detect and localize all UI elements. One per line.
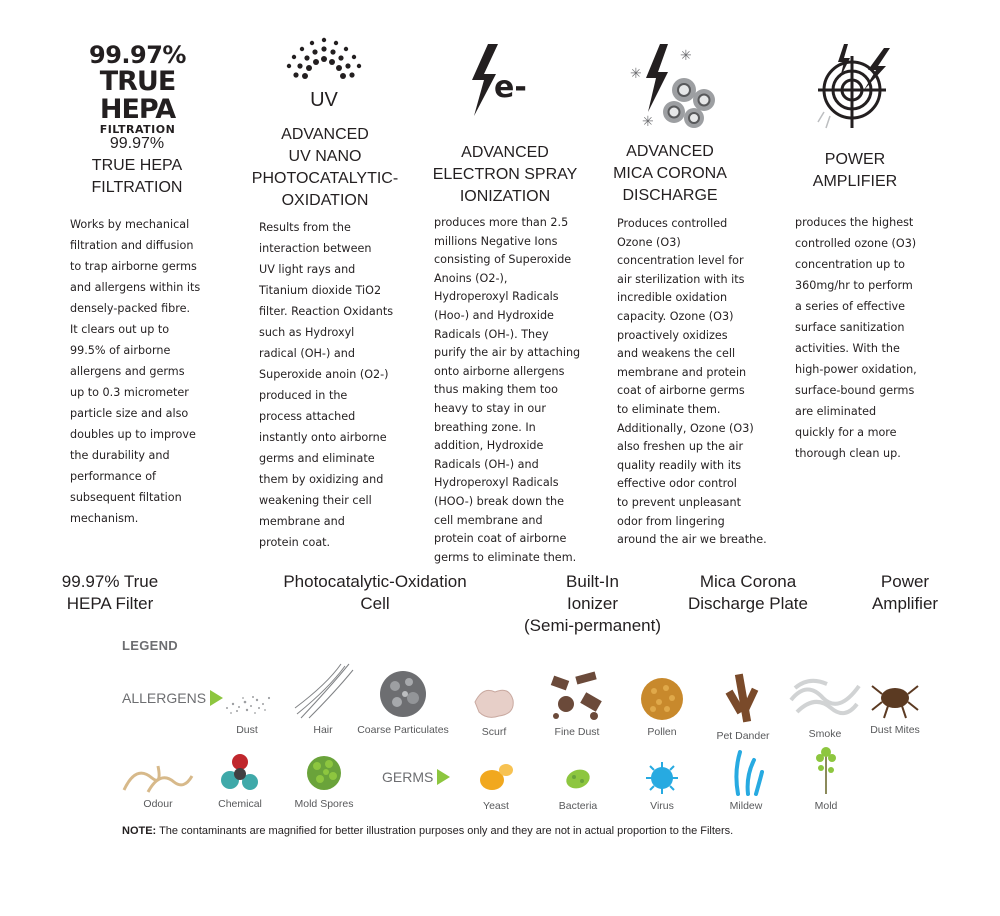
legend-item-label: Pet Dander: [716, 730, 770, 742]
component-line: Mica Corona: [699, 572, 797, 591]
legend-item-scurf: [462, 682, 526, 738]
body-line: quality readily with its: [617, 458, 742, 472]
dust-mites-icon: [870, 676, 920, 720]
body-line: consisting of Superoxide: [434, 253, 572, 267]
legend-item-virus: [634, 760, 690, 812]
body-line: germs and eliminate: [259, 452, 375, 465]
germs-label-text: GERMS: [382, 769, 434, 785]
scurf-icon: [469, 682, 519, 722]
body-line: (Hoo-) and Hydroxide: [434, 308, 554, 322]
body-line: UV light rays and: [259, 263, 356, 276]
body-line: controlled ozone (O3): [795, 237, 917, 250]
body-line: densely-packed fibre.: [70, 302, 191, 315]
legend-item-label: Scurf: [481, 726, 507, 738]
title-line: ELECTRON SPRAY: [432, 166, 578, 183]
body-line: 99.5% of airborne: [70, 344, 171, 357]
body-line: heavy to stay in our: [434, 401, 546, 415]
legend-item-dust-mites: [862, 676, 928, 736]
legend-item-mold-spores: [286, 752, 362, 810]
body-line: Works by mechanical: [70, 218, 190, 231]
title-line: OXIDATION: [281, 192, 369, 209]
component-line: Photocatalytic-Oxidation: [283, 572, 467, 591]
column-title-mica: [590, 141, 750, 207]
power-amplifier-icon: [814, 42, 900, 132]
legend-heading: LEGEND: [122, 638, 178, 653]
title-line: UV NANO: [288, 148, 362, 165]
odour-icon: [118, 756, 198, 794]
legend-item-chemical: [210, 752, 270, 810]
legend-item-label: Bacteria: [558, 800, 598, 812]
body-line: particle size and also: [70, 407, 189, 420]
column-body-power: [795, 212, 955, 464]
body-line: protein coat of airborne: [434, 532, 567, 546]
component-hepa-filter: [40, 571, 180, 615]
legend-item-label: Yeast: [483, 800, 509, 812]
body-line: 360mg/hr to perform: [795, 279, 913, 292]
legend-item-dust: [212, 680, 282, 736]
electron-label: e-: [494, 70, 527, 105]
body-line: allergens and germs: [70, 365, 185, 378]
body-line: Results from the: [259, 221, 351, 234]
body-line: germs to eliminate them.: [434, 550, 577, 564]
legend-item-bacteria: [548, 762, 608, 812]
column-title-power: [780, 149, 930, 193]
body-line: and weakens the cell: [617, 347, 736, 361]
mildew-icon: [726, 746, 766, 796]
body-line: odor from lingering: [617, 514, 725, 528]
mica-corona-icon: [626, 42, 718, 130]
svg-text:✳: ✳: [680, 47, 692, 63]
body-line: also freshen up the air: [617, 440, 744, 454]
legend-item-label: Smoke: [808, 728, 842, 740]
component-line: (Semi-permanent): [524, 616, 661, 635]
body-line: activities. With the: [795, 342, 900, 355]
title-line: IONIZATION: [459, 188, 551, 205]
body-line: mechanism.: [70, 512, 139, 525]
body-line: around the air we breathe.: [617, 533, 767, 547]
virus-icon: [644, 760, 680, 796]
legend-item-label: Mildew: [729, 800, 763, 812]
body-line: them by oxidizing and: [259, 473, 384, 486]
body-line: coat of airborne germs: [617, 384, 745, 398]
body-line: concentration up to: [795, 258, 906, 271]
body-line: a series of effective: [795, 300, 906, 313]
body-line: such as Hydroxyl: [259, 326, 355, 339]
chemical-icon: [218, 752, 262, 794]
body-line: Ozone (O3): [617, 235, 681, 249]
note-label: NOTE:: [122, 825, 157, 837]
body-line: thus making them too: [434, 383, 558, 397]
body-line: Hydroperoxyl Radicals: [434, 476, 559, 490]
body-line: cell membrane and: [434, 513, 543, 527]
column-body-ionization: [434, 214, 604, 567]
title-line: 99.97%: [109, 135, 165, 152]
title-line: ADVANCED: [281, 126, 369, 143]
body-line: thorough clean up.: [795, 447, 901, 460]
body-line: interaction between: [259, 242, 372, 255]
title-line: ADVANCED: [461, 144, 549, 161]
body-line: radical (OH-) and: [259, 347, 355, 360]
column-body-hepa: [70, 214, 240, 529]
component-line: Amplifier: [871, 594, 939, 613]
body-line: millions Negative Ions: [434, 234, 558, 248]
legend-item-label: Pollen: [647, 726, 677, 738]
column-title-hepa: [62, 133, 212, 199]
body-line: Superoxide anoin (O2-): [259, 368, 389, 381]
pollen-icon: [639, 676, 685, 722]
dust-icon: [217, 680, 277, 720]
body-line: incredible oxidation: [617, 291, 728, 305]
hepa-logo-line1: 99.97%: [89, 41, 186, 69]
mold-spores-icon: [304, 752, 344, 794]
component-line: Ionizer: [566, 594, 619, 613]
coarse-particulates-icon: [377, 668, 429, 720]
body-line: addition, Hydroxide: [434, 439, 544, 453]
legend-item-mildew: [716, 746, 776, 812]
body-line: concentration level for: [617, 254, 744, 268]
body-line: air sterilization with its: [617, 272, 745, 286]
body-line: quickly for a more: [795, 426, 897, 439]
svg-text:✳: ✳: [642, 113, 654, 129]
body-line: membrane and protein: [617, 365, 747, 379]
legend-item-smoke: [786, 670, 864, 740]
fine-dust-icon: [546, 668, 608, 722]
column-title-uv: [240, 124, 410, 212]
title-line: DISCHARGE: [622, 187, 718, 204]
legend-item-odour: [114, 756, 202, 810]
body-line: weakening their cell: [259, 494, 372, 507]
legend-item-label: Odour: [143, 798, 173, 810]
body-line: to prevent unpleasant: [617, 495, 741, 509]
legend-item-label: Mold Spores: [294, 798, 354, 810]
body-line: Radicals (OH-) and: [434, 457, 539, 471]
uv-label: UV: [310, 89, 338, 111]
component-line: 99.97% True: [61, 572, 159, 591]
component-power-amplifier: [850, 571, 960, 615]
yeast-icon: [476, 760, 516, 796]
component-photocatalytic-cell: [270, 571, 480, 615]
legend-item-label: Fine Dust: [554, 726, 600, 738]
body-line: (HOO-) break down the: [434, 494, 564, 508]
title-line: ADVANCED: [626, 143, 714, 160]
legend-item-pet-dander: [708, 670, 778, 742]
title-line: TRUE HEPA: [91, 157, 183, 174]
column-body-mica: [617, 215, 787, 550]
hepa-logo: [60, 42, 215, 136]
body-line: membrane and: [259, 515, 345, 528]
legend-item-label: Chemical: [218, 798, 262, 810]
body-line: It clears out up to: [70, 323, 170, 336]
legend-item-label: Mold: [814, 800, 838, 812]
body-line: to eliminate them.: [617, 402, 721, 416]
legend-item-coarse-particulates: [352, 668, 454, 736]
mold-icon: [811, 744, 841, 796]
body-line: onto airborne allergens: [434, 364, 565, 378]
note-text: The contaminants are magnified for better illustration purposes only and they are not in actual proportion to the Filters.: [156, 825, 734, 837]
title-line: POWER: [824, 151, 886, 168]
legend-item-pollen: [630, 676, 694, 738]
body-line: the durability and: [70, 449, 170, 462]
body-line: produces the highest: [795, 216, 914, 229]
body-line: filter. Reaction Oxidants: [259, 305, 394, 318]
body-line: Radicals (OH-). They: [434, 327, 549, 341]
body-line: protein coat.: [259, 536, 331, 549]
legend-item-label: Dust: [236, 724, 258, 736]
legend-item-label: Dust Mites: [870, 724, 920, 736]
body-line: instantly onto airborne: [259, 431, 387, 444]
hepa-logo-line2: TRUE HEPA: [99, 66, 176, 125]
svg-text:✳: ✳: [630, 65, 642, 81]
component-line: HEPA Filter: [66, 594, 154, 613]
bacteria-icon: [560, 762, 596, 796]
hair-icon: [291, 662, 355, 720]
legend-item-yeast: [468, 760, 524, 812]
body-line: Hydroperoxyl Radicals: [434, 290, 559, 304]
body-line: surface-bound germs: [795, 384, 915, 397]
column-body-uv: [259, 217, 419, 553]
body-line: up to 0.3 micrometer: [70, 386, 189, 399]
legend-item-label: Hair: [313, 724, 333, 736]
component-ionizer: [515, 571, 670, 637]
title-line: FILTRATION: [91, 179, 183, 196]
legend-item-label: Coarse Particulates: [357, 724, 449, 736]
green-arrow-icon: [437, 769, 450, 785]
body-line: and allergens within its: [70, 281, 201, 294]
body-line: produces more than 2.5: [434, 216, 569, 229]
title-line: AMPLIFIER: [812, 173, 898, 190]
body-line: Anoins (O2-),: [434, 271, 508, 285]
component-line: Built-In: [566, 572, 619, 591]
title-line: MICA CORONA: [613, 165, 727, 182]
body-line: breathing zone. In: [434, 420, 536, 434]
body-line: produced in the: [259, 389, 348, 402]
electron-icon: [462, 40, 542, 120]
allergens-label-text: ALLERGENS: [122, 690, 207, 706]
body-line: proactively oxidizes: [617, 328, 728, 342]
body-line: Produces controlled: [617, 217, 728, 230]
body-line: high-power oxidation,: [795, 363, 917, 376]
body-line: are eliminated: [795, 405, 877, 418]
uv-icon: [282, 34, 366, 111]
column-title-ionization: [420, 142, 590, 208]
germs-label: [382, 769, 450, 785]
hepa-logo-line3: FILTRATION: [99, 123, 176, 136]
body-line: filtration and diffusion: [70, 239, 194, 252]
pet-dander-icon: [723, 670, 763, 726]
body-line: subsequent filtation: [70, 491, 182, 504]
body-line: Titanium dioxide TiO2: [259, 284, 382, 297]
component-mica-plate: [678, 571, 818, 615]
legend-item-hair: [288, 662, 358, 736]
legend-item-label: Virus: [650, 800, 674, 812]
body-line: surface sanitization: [795, 321, 905, 334]
body-line: effective odor control: [617, 477, 737, 491]
body-line: to trap airborne germs: [70, 260, 197, 273]
body-line: process attached: [259, 410, 356, 423]
component-line: Power: [880, 572, 930, 591]
note: [122, 825, 882, 837]
body-line: performance of: [70, 470, 156, 483]
component-line: Discharge Plate: [687, 594, 808, 613]
legend-item-mold: [800, 744, 852, 812]
title-line: PHOTOCATALYTIC-: [251, 170, 399, 187]
body-line: capacity. Ozone (O3): [617, 309, 734, 323]
smoke-icon: [787, 670, 863, 724]
component-line: Cell: [360, 594, 390, 613]
body-line: purify the air by attaching: [434, 346, 581, 360]
allergens-label: [122, 690, 223, 706]
body-line: Additionally, Ozone (O3): [617, 421, 754, 435]
body-line: doubles up to improve: [70, 428, 196, 441]
legend-item-fine-dust: [540, 668, 614, 738]
